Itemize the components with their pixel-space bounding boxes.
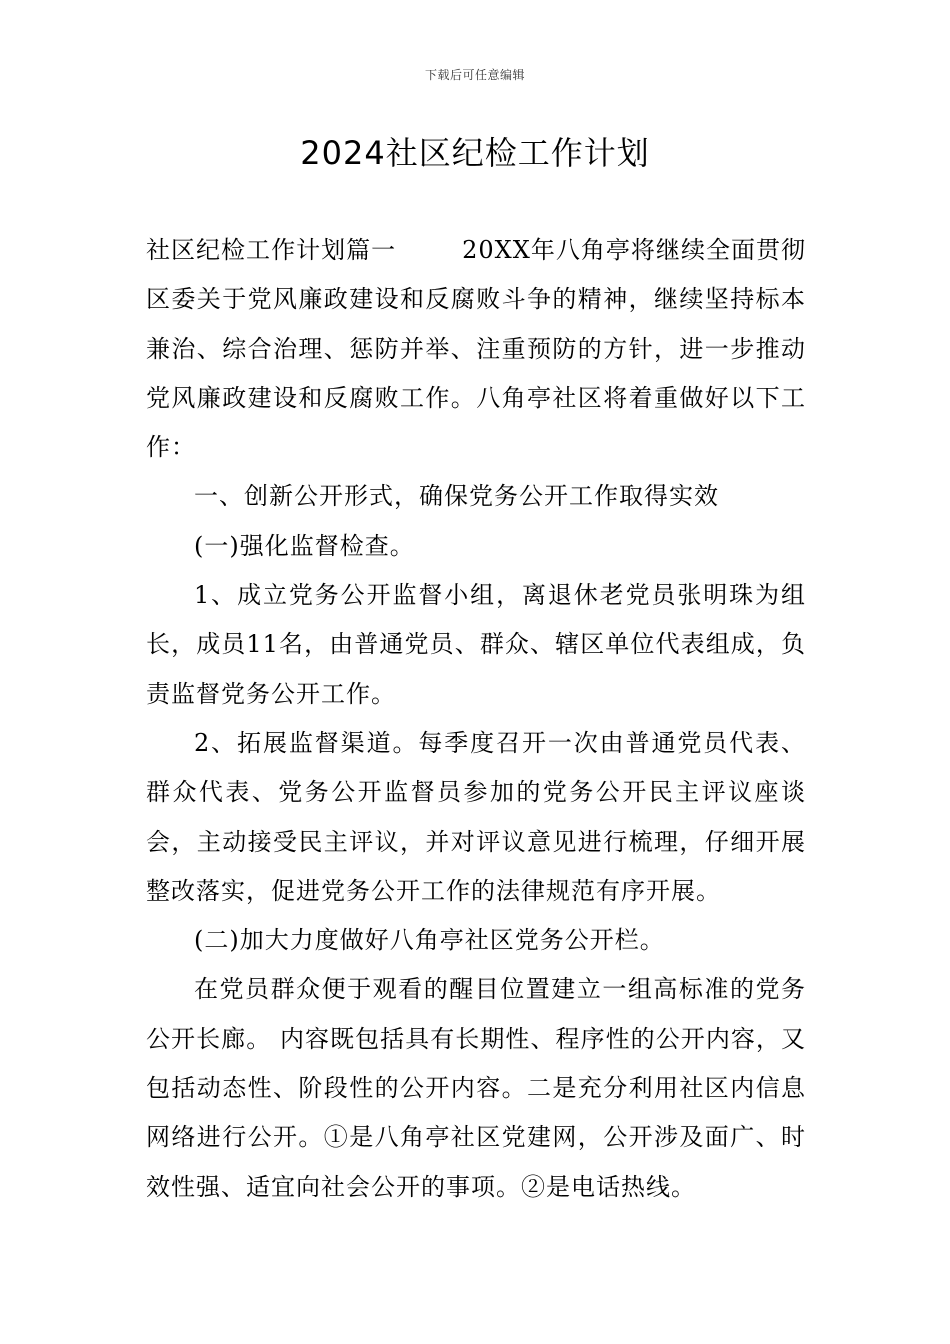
paragraph-subheading-1: (一)强化监督检查。 [194, 531, 415, 560]
document-title: 2024社区纪检工作计划 [300, 134, 650, 172]
paragraph-subheading-2: (二)加大力度做好八角亭社区党务公开栏。 [194, 926, 665, 955]
header-note: 下载后可任意编辑 [424, 68, 525, 82]
paragraph-body: 在党员群众便于观看的醒目位置建立一组高标准的党务公开长廊。 内容既包括具有长期性、程序性的公开内容，又包括动态性、阶段性的公开内容。二是充分利用社区内信息网络进行公开。①是八角亭社区党建网，公开涉及面广、时效性强、适宜向社会公开的事项。②是电话热线。 [146, 975, 806, 1201]
document-body [146, 226, 806, 1212]
intro-text: 20XX年八角亭将继续全面贯彻区委关于党风廉政建设和反腐败斗争的精神，继续坚持标本兼治、综合治理、惩防并举、注重预防的方针，进一步推动党风廉政建设和反腐败工作。八角亭社区将着重做好以下工作： [146, 236, 806, 462]
section-lead: 社区纪检工作计划篇一 [146, 236, 397, 264]
paragraph-heading-1: 一、创新公开形式，确保党务公开工作取得实效 [194, 482, 719, 511]
paragraph-intro [146, 226, 806, 472]
paragraph-item-1: 1、成立党务公开监督小组，离退休老党员张明珠为组长，成员11名，由普通党员、群众、辖区单位代表组成，负责监督党务公开工作。 [146, 581, 806, 708]
paragraph-item-2: 2、拓展监督渠道。每季度召开一次由普通党员代表、群众代表、党务公开监督员参加的党务公开民主评议座谈会，主动接受民主评议，并对评议意见进行梳理，仔细开展整改落实，促进党务公开工作的法律规范有序开展。 [146, 728, 806, 905]
